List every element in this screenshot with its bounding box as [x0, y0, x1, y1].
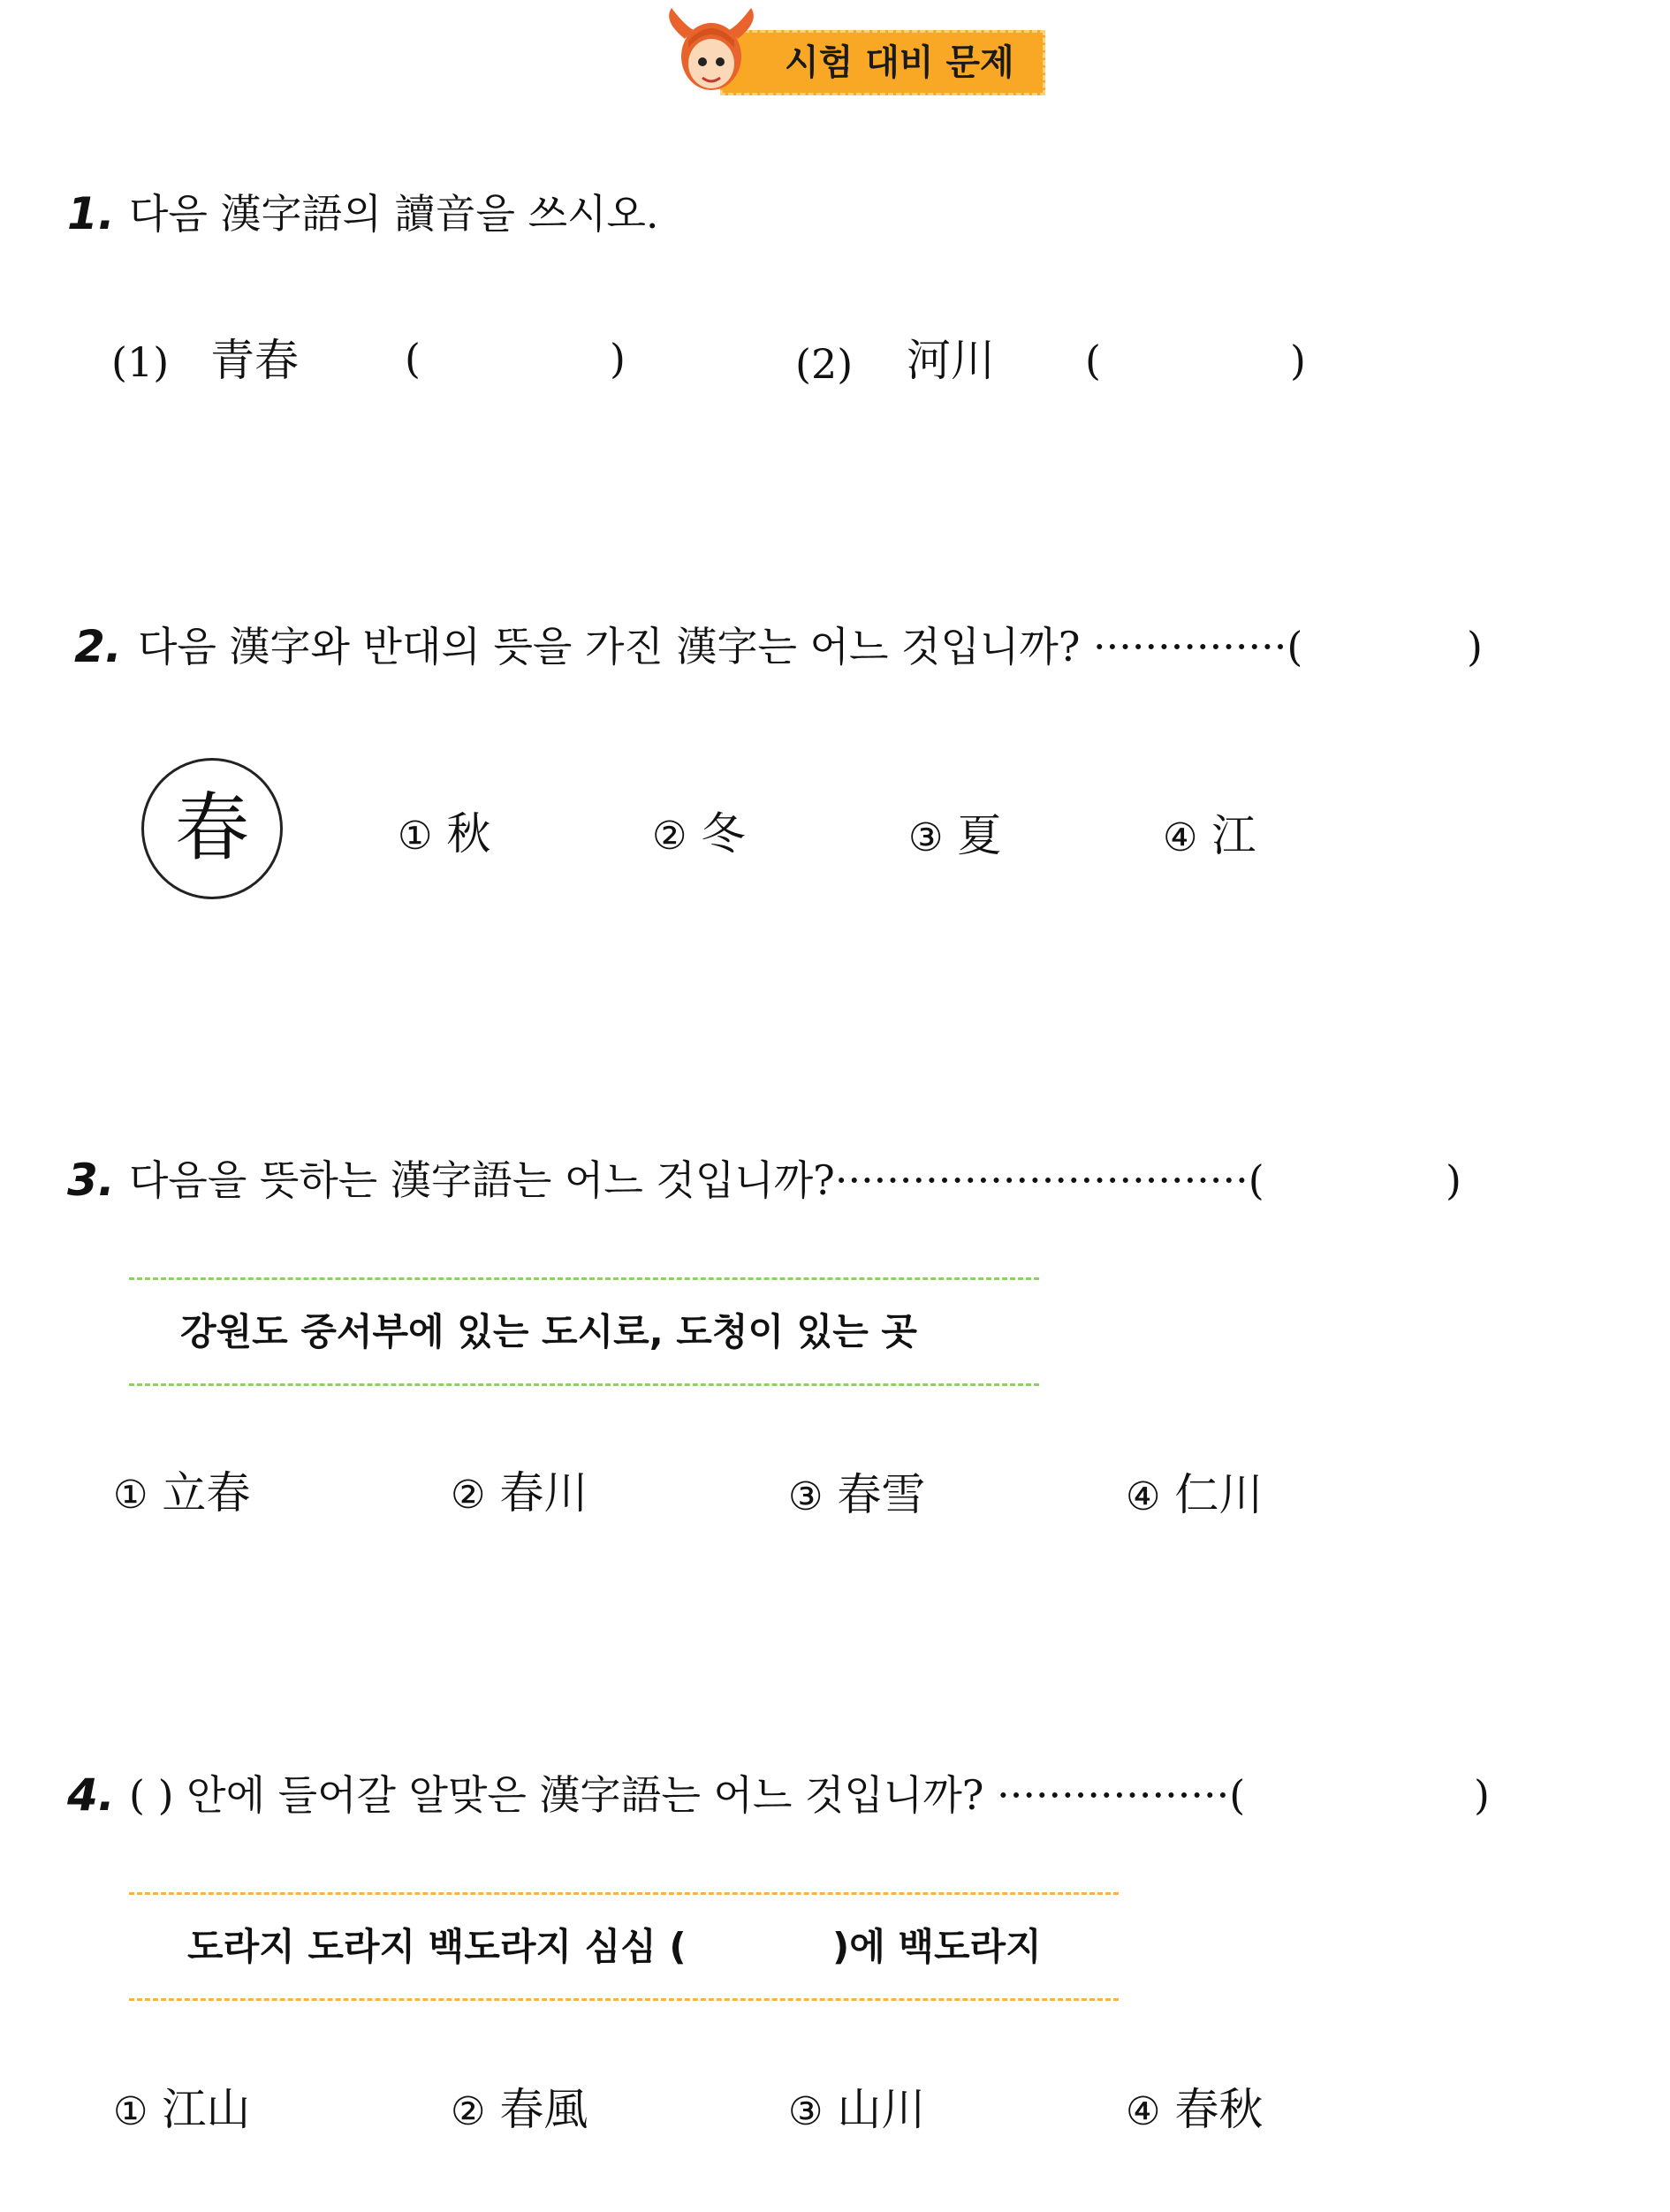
- question-2-text: 다음 漢字와 반대의 뜻을 가진 漢字는 어느 것입니까? ···············(: [138, 623, 1303, 670]
- q1-item-2-open: (: [1085, 337, 1101, 384]
- q4-sentence-right: )에 백도라지: [832, 1925, 1042, 1968]
- q2-option-3: ③ 夏: [908, 810, 1002, 861]
- question-2-number: 2.: [74, 621, 122, 672]
- question-2-answer-close: ): [1467, 623, 1483, 670]
- q3-option-4: ④ 仁川: [1126, 1469, 1264, 1520]
- q3-box-top-rule: [129, 1277, 1039, 1280]
- q1-item-1-number: (1): [111, 338, 170, 386]
- question-3-number: 3.: [67, 1155, 115, 1206]
- q4-option-1: ① 江山: [113, 2084, 251, 2135]
- q1-item-1-close: ): [610, 335, 626, 383]
- question-1-number: 1.: [67, 188, 115, 239]
- question-4-answer-close: ): [1474, 1771, 1490, 1819]
- q1-item-2-word: 河川: [907, 335, 995, 386]
- q1-item-2-number: (2): [795, 340, 854, 388]
- q3-option-2: ② 春川: [451, 1467, 588, 1519]
- given-character: 春: [141, 758, 283, 899]
- q3-box-bottom-rule: [129, 1383, 1039, 1386]
- section-title: 시험 대비 문제: [720, 30, 1045, 95]
- q2-option-2: ② 冬: [652, 808, 746, 860]
- q4-option-4: ④ 春秋: [1126, 2084, 1264, 2135]
- q4-option-2: ② 春風: [451, 2084, 588, 2135]
- question-4-text: ( ) 안에 들어갈 알맞은 漢字語는 어느 것입니까? ··················(: [129, 1771, 1246, 1819]
- question-3-answer-close: ): [1446, 1156, 1461, 1204]
- question-3-text: 다음을 뜻하는 漢字語는 어느 것입니까?································(: [129, 1156, 1264, 1204]
- q4-box-bottom-rule: [129, 1998, 1119, 2001]
- q2-option-1: ① 秋: [398, 808, 491, 860]
- q1-item-1-open: (: [405, 335, 421, 383]
- question-1-text: 다음 漢字語의 讀音을 쓰시오.: [129, 190, 659, 238]
- q3-option-1: ① 立春: [113, 1467, 251, 1519]
- q1-item-1-word: 青春: [210, 335, 299, 386]
- q3-definition: 강원도 중서부에 있는 도시로, 도청이 있는 곳: [180, 1310, 917, 1353]
- q4-box-top-rule: [129, 1892, 1119, 1895]
- q1-item-2-close: ): [1290, 337, 1306, 384]
- q2-option-4: ④ 江: [1163, 810, 1256, 861]
- girl-mascot-icon: [658, 4, 764, 101]
- q3-option-3: ③ 春雪: [788, 1469, 926, 1520]
- q4-sentence-left: 도라지 도라지 백도라지 심심 (: [187, 1925, 687, 1968]
- q4-option-3: ③ 山川: [788, 2084, 926, 2135]
- question-4-number: 4.: [67, 1769, 115, 1821]
